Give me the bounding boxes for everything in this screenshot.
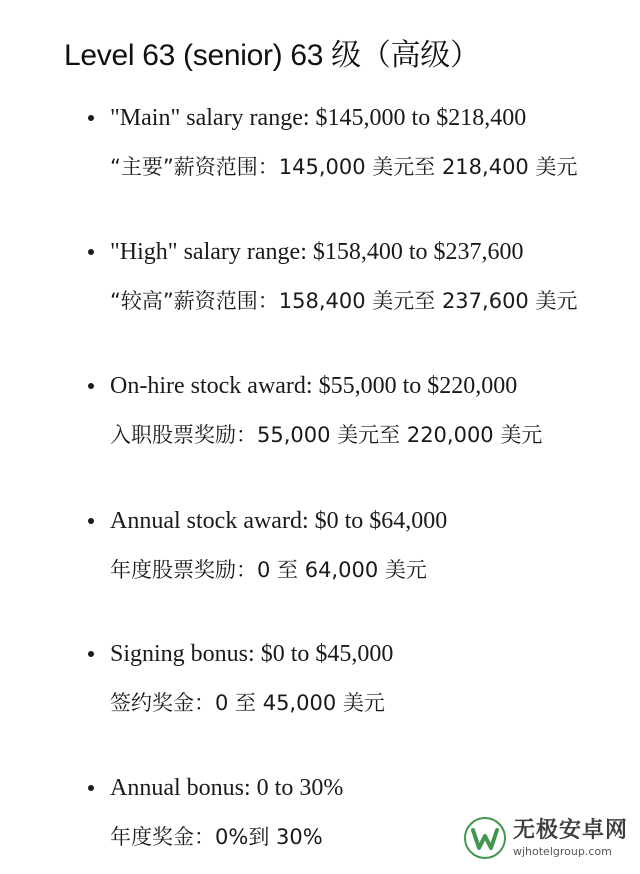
- bullet-dot: [88, 115, 94, 121]
- item-english-text: "High" salary range: $158,400 to $237,600: [110, 239, 524, 265]
- watermark-logo-icon: [463, 816, 507, 860]
- item-chinese-text: 年度奖金：0%到 30%: [110, 825, 323, 849]
- bullet-dot: [88, 785, 94, 791]
- item-english-text: On-hire stock award: $55,000 to $220,000: [110, 373, 518, 399]
- bullet-dot: [88, 249, 94, 255]
- watermark-url: wjhotelgroup.com: [512, 844, 612, 858]
- item-chinese-text: 入职股票奖励：55,000 美元至 220,000 美元: [110, 423, 543, 447]
- watermark: [463, 816, 628, 860]
- bullet-dot: [88, 383, 94, 389]
- item-english-text: Annual stock award: $0 to $64,000: [110, 508, 448, 534]
- page-title: Level 63 (senior) 63 级（高级）: [64, 39, 480, 72]
- item-english-text: Signing bonus: $0 to $45,000: [110, 641, 394, 667]
- bullet-dot: [88, 651, 94, 657]
- item-chinese-text: 年度股票奖励：0 至 64,000 美元: [110, 558, 427, 582]
- bullet-dot: [88, 518, 94, 524]
- watermark-name: 无极安卓网: [512, 817, 628, 843]
- item-chinese-text: 签约奖金：0 至 45,000 美元: [110, 691, 385, 715]
- item-chinese-text: “主要”薪资范围：145,000 美元至 218,400 美元: [110, 155, 578, 179]
- item-english-text: "Main" salary range: $145,000 to $218,400: [110, 105, 527, 131]
- item-chinese-text: “较高”薪资范围：158,400 美元至 237,600 美元: [110, 289, 578, 313]
- item-english-text: Annual bonus: 0 to 30%: [110, 775, 344, 801]
